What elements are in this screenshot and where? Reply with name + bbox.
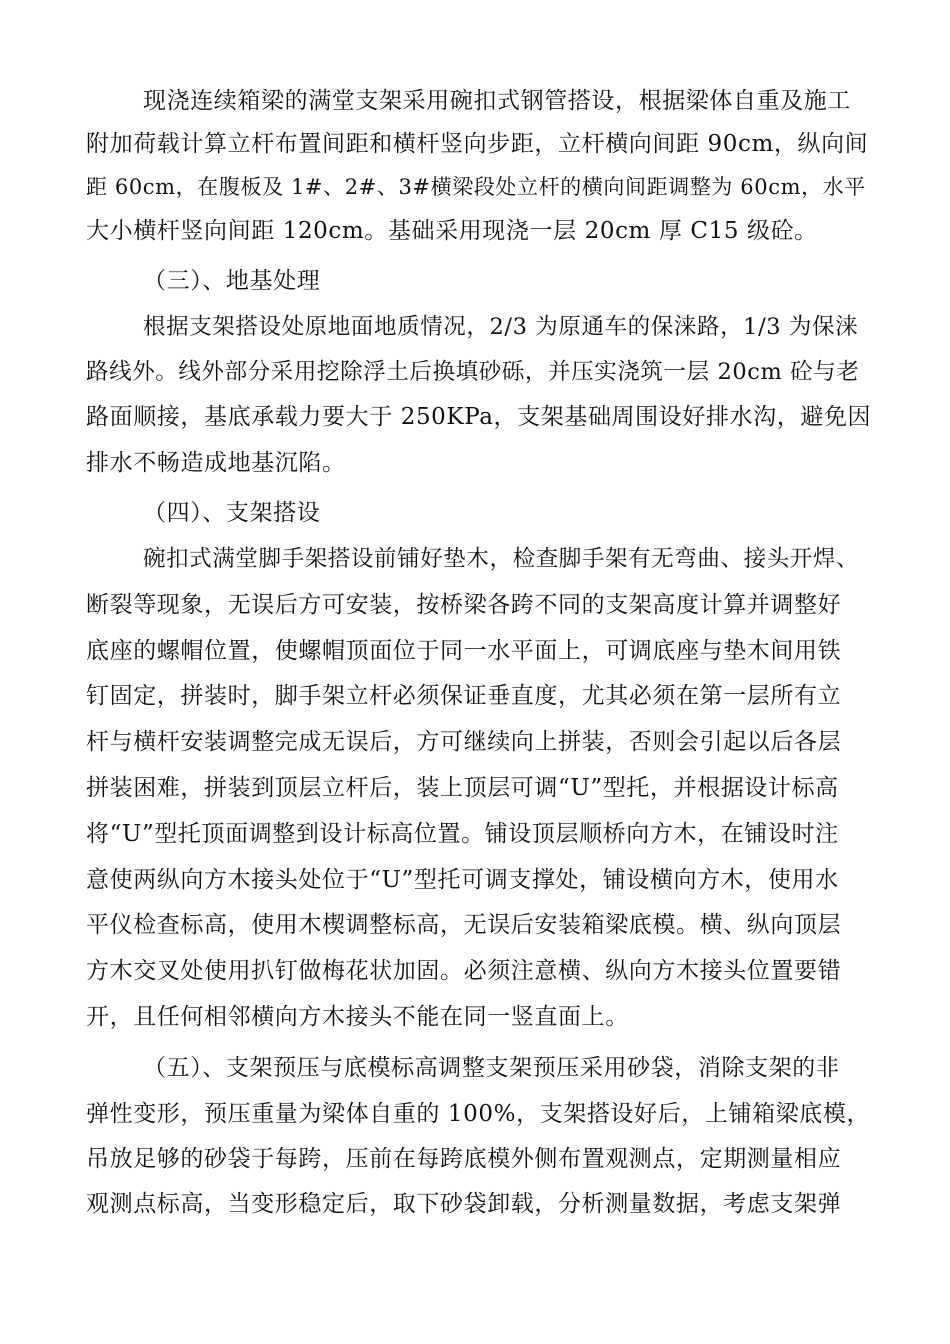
text-line: 意使两纵向方木接头处位于“U”型托可调支撑处，铺设横向方木，使用水 bbox=[86, 867, 839, 893]
section-heading: （三）、地基处理 bbox=[143, 268, 321, 294]
text-line: 排水不畅造成地基沉陷。 bbox=[86, 450, 346, 476]
text-line: 现浇连续箱梁的满堂支架采用碗扣式钢管搭设，根据梁体自重及施工 bbox=[143, 88, 851, 114]
text-line: 碗扣式满堂脚手架搭设前铺好垫木，检查脚手架有无弯曲、接头开焊、 bbox=[143, 546, 860, 572]
text-line: 将“U”型托顶面调整到设计标高位置。铺设顶层顺桥向方木，在铺设时注 bbox=[86, 821, 839, 847]
text-line: 断裂等现象，无误后方可安装，按桥梁各跨不同的支架高度计算并调整好 bbox=[86, 592, 842, 618]
text-line: 路面顺接，基底承载力要大于 250KPa，支架基础周围设好排水沟，避免因 bbox=[86, 404, 872, 430]
text-line: 方木交叉处使用扒钉做梅花状加固。必须注意横、纵向方木接头位置要错 bbox=[86, 958, 842, 984]
text-line: 附加荷载计算立杆布置间距和横杆竖向步距，立杆横向间距 90cm，纵向间 bbox=[86, 131, 869, 157]
text-line: 钉固定，拼装时，脚手架立杆必须保证垂直度，尤其必须在第一层所有立 bbox=[86, 683, 842, 709]
text-line: 杆与横杆安装调整完成无误后，方可继续向上拼装，否则会引起以后各层 bbox=[86, 729, 842, 755]
text-line: 观测点标高，当变形稳定后，取下砂袋卸载，分析测量数据，考虑支架弹 bbox=[86, 1191, 842, 1217]
text-line: 开，且任何相邻横向方木接头不能在同一竖直面上。 bbox=[86, 1004, 629, 1030]
text-line: 距 60cm，在腹板及 1#、2#、3#横梁段处立杆的横向间距调整为 60cm，水平 bbox=[86, 175, 866, 199]
section-heading: （四）、支架搭设 bbox=[143, 500, 321, 526]
text-line: 大小横杆竖向间距 120cm。基础采用现浇一层 20cm 厚 C15 级砼。 bbox=[86, 218, 818, 244]
text-line: 弹性变形，预压重量为梁体自重的 100%，支架搭设好后，上铺箱梁底模， bbox=[86, 1101, 871, 1127]
text-line: 平仪检查标高，使用木楔调整标高，无误后安装箱梁底模。横、纵向顶层 bbox=[86, 912, 842, 938]
section-heading: （五）、支架预压与底模标高调整支架预压采用砂袋，消除支架的非 bbox=[143, 1055, 840, 1081]
text-line: 拼装困难，拼装到顶层立杆后，装上顶层可调“U”型托，并根据设计标高 bbox=[86, 775, 839, 801]
text-line: 吊放足够的砂袋于每跨，压前在每跨底模外侧布置观测点，定期测量相应 bbox=[86, 1146, 842, 1172]
text-line: 底座的螺帽位置，使螺帽顶面位于同一水平面上，可调底座与垫木间用铁 bbox=[86, 638, 842, 664]
text-line: 根据支架搭设处原地面地质情况，2/3 为原通车的保涞路，1/3 为保涞 bbox=[143, 314, 859, 340]
text-line: 路线外。线外部分采用挖除浮土后换填砂砾，并压实浇筑一层 20cm 砼与老 bbox=[86, 359, 860, 385]
